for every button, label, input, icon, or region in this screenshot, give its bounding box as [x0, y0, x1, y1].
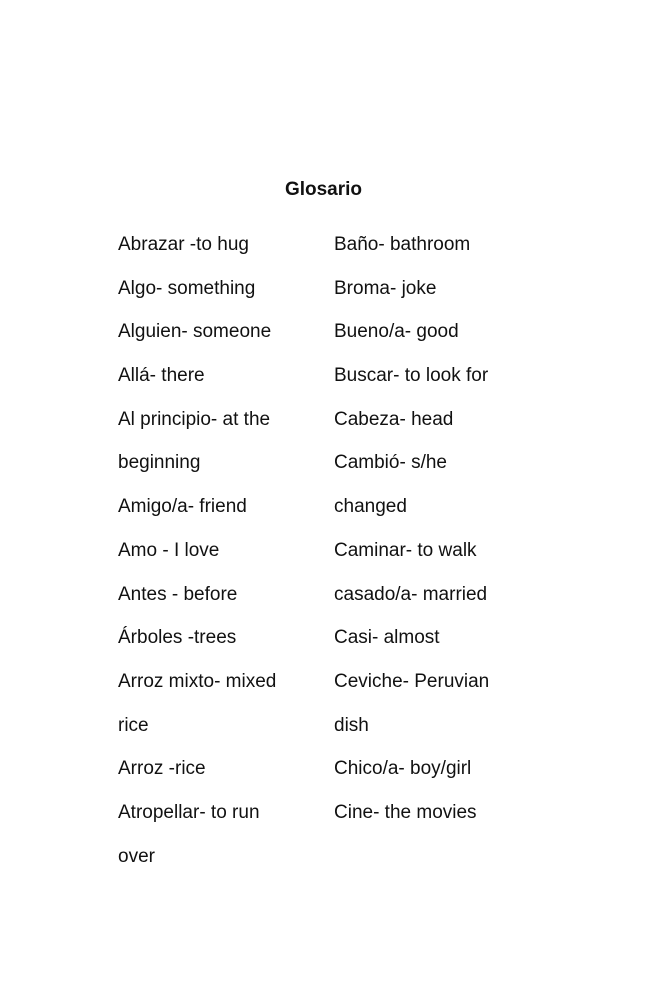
glossary-entry-line: Caminar- to walk [334, 539, 477, 561]
glossary-entry-line: Cambió- s/he [334, 452, 447, 474]
glossary-entry-line: Atropellar- to run [118, 801, 260, 823]
glossary-entry-line: Antes - before [118, 583, 238, 605]
glossary-entry-line: Chico/a- boy/girl [334, 758, 472, 780]
glossary-entry-line: Cabeza- head [334, 408, 454, 430]
glossary-entry-line: Cine- the movies [334, 801, 477, 823]
glossary-entry-line: Ceviche- Peruvian [334, 670, 490, 692]
glossary-entry-line: Broma- joke [334, 277, 437, 299]
glossary-entry-line: Abrazar -to hug [118, 234, 249, 255]
glossary-entry-line: Amo - I love [118, 539, 220, 561]
glossary-entry-line: Arroz mixto- mixed [118, 670, 277, 692]
glossary-entry-line: dish [334, 714, 369, 736]
glossary-entry-line: Bueno/a- good [334, 321, 459, 343]
glossary-entry-line: Baño- bathroom [334, 234, 471, 255]
glossary-right-column [334, 223, 489, 835]
glossary-entry-line: Al principio- at the [118, 408, 271, 430]
glossary-entry-line: changed [334, 496, 407, 518]
glossary-entry-line: casado/a- married [334, 583, 488, 605]
glossary-entry-line: Alguien- someone [118, 321, 272, 343]
glossary-entry-line: Amigo/a- friend [118, 496, 247, 518]
glossary-entry-line: over [118, 845, 155, 867]
glossary-entry-line: Algo- something [118, 277, 256, 299]
glossary-entry-line: Casi- almost [334, 627, 440, 649]
glossary-entry-line: Arroz -rice [118, 758, 206, 780]
glossary-entry-line: Allá- there [118, 365, 205, 387]
glossary-left-column [118, 223, 276, 878]
glossary-entry-line: beginning [118, 452, 201, 474]
glossary-entry-line: rice [118, 714, 149, 736]
page-title: Glosario [284, 179, 363, 200]
glossary-entry-line: Árboles -trees [118, 627, 237, 649]
glossary-entry-line: Buscar- to look for [334, 365, 489, 387]
